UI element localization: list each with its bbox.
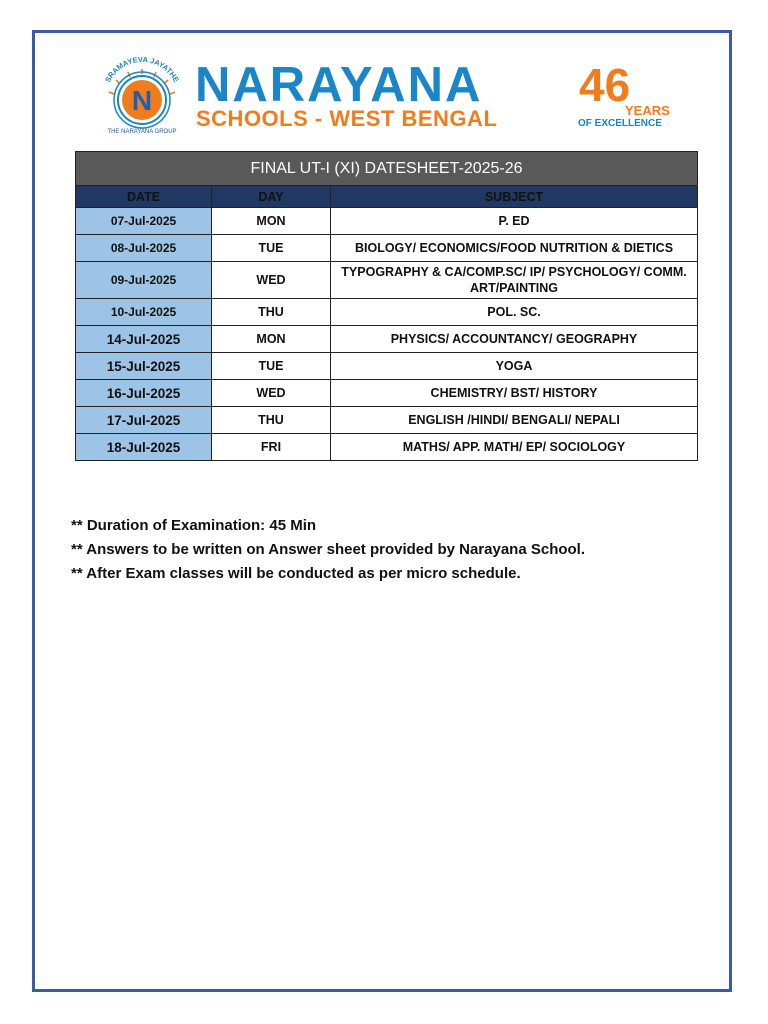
date-cell: 18-Jul-2025 [76,434,212,461]
subject-cell: CHEMISTRY/ BST/ HISTORY [331,380,698,407]
date-cell: 17-Jul-2025 [76,407,212,434]
table-row [76,407,698,434]
subject-cell: YOGA [331,353,698,380]
table-title-row [76,152,698,186]
day-cell: WED [212,262,331,299]
day-cell: THU [212,407,331,434]
subject-cell: PHYSICS/ ACCOUNTANCY/ GEOGRAPHY [331,326,698,353]
table-row [76,353,698,380]
column-header-subject: SUBJECT [331,186,698,208]
brand-name: NARAYANA [195,58,483,112]
exam-notes [71,514,691,586]
date-cell: 14-Jul-2025 [76,326,212,353]
note-answer-sheet: ** Answers to be written on Answer sheet provided by Narayana School. [71,541,586,558]
column-header-day: DAY [212,186,331,208]
column-header-date: DATE [76,186,212,208]
subject-cell: POL. SC. [331,299,698,326]
day-cell: TUE [212,235,331,262]
table-header-row [76,186,698,208]
date-cell: 15-Jul-2025 [76,353,212,380]
subject-cell: ENGLISH /HINDI/ BENGALI/ NEPALI [331,407,698,434]
emblem-motto: SRAMAYEVA JAYATHE [103,56,181,84]
day-cell: TUE [212,353,331,380]
day-cell: MON [212,208,331,235]
letterhead [92,54,682,136]
brand-subtitle: SCHOOLS - WEST BENGAL [196,106,498,131]
date-cell: 07-Jul-2025 [76,208,212,235]
day-cell: THU [212,299,331,326]
subject-cell: TYPOGRAPHY & CA/COMP.SC/ IP/ PSYCHOLOGY/ COMM. ART/PAINTING [331,262,698,299]
years-number: 46 [579,59,631,111]
table-title: FINAL UT-I (XI) DATESHEET-2025-26 [76,152,698,186]
subject-cell: MATHS/ APP. MATH/ EP/ SOCIOLOGY [331,434,698,461]
years-of-excellence-badge [575,60,685,132]
date-cell: 08-Jul-2025 [76,235,212,262]
date-cell: 10-Jul-2025 [76,299,212,326]
table-row [76,235,698,262]
subject-cell: BIOLOGY/ ECONOMICS/FOOD NUTRITION & DIETICS [331,235,698,262]
table-row [76,380,698,407]
years-subtitle: OF EXCELLENCE [578,118,662,129]
years-word: YEARS [625,103,670,118]
date-cell: 16-Jul-2025 [76,380,212,407]
narayana-emblem-logo [92,56,192,136]
subject-cell: P. ED [331,208,698,235]
table-row [76,299,698,326]
table-row [76,326,698,353]
note-classes: ** After Exam classes will be conducted as per micro schedule. [71,565,521,582]
emblem-group-name: THE NARAYANA GROUP [107,129,177,135]
table-row [76,434,698,461]
note-duration: ** Duration of Examination: 45 Min [71,517,317,534]
table-row [76,262,698,299]
day-cell: FRI [212,434,331,461]
date-cell: 09-Jul-2025 [76,262,212,299]
datesheet-table [75,151,698,461]
day-cell: WED [212,380,331,407]
emblem-letter: N [131,85,153,116]
table-row [76,208,698,235]
day-cell: MON [212,326,331,353]
